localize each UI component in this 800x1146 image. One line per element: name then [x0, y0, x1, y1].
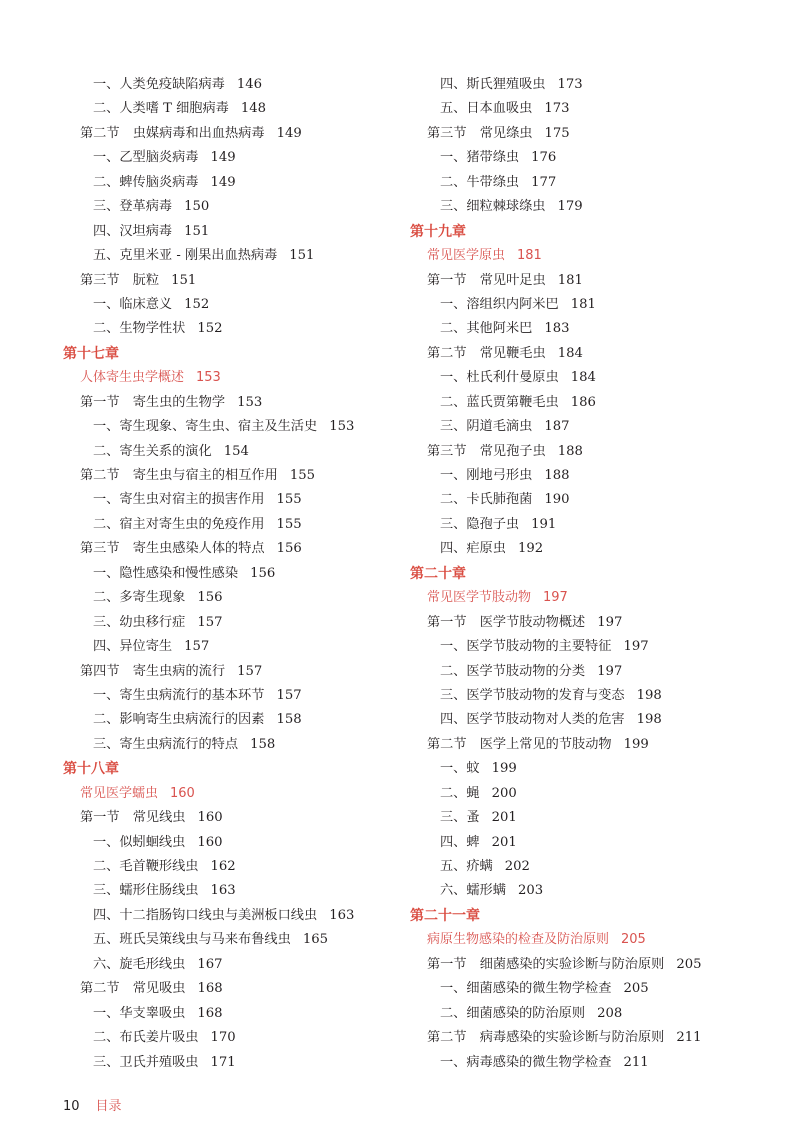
toc-entry-text: 第一节 细菌感染的实验诊断与防治原则: [427, 956, 665, 972]
toc-left-column: [63, 73, 393, 1075]
toc-section-entry[interactable]: [410, 1026, 750, 1050]
toc-entry-text: 一、杜氏利什曼原虫: [440, 370, 559, 386]
toc-item-entry[interactable]: [63, 415, 393, 439]
toc-entry-page: 150: [184, 199, 210, 215]
toc-entry-page: 153: [237, 394, 263, 410]
toc-entry-page: 211: [623, 1054, 649, 1070]
toc-item-entry[interactable]: [63, 879, 393, 903]
toc-entry-text: 二、多寄生现象: [93, 590, 186, 606]
toc-item-entry[interactable]: [410, 855, 750, 879]
toc-entry-text: 一、隐性感染和慢性感染: [93, 565, 239, 581]
toc-section-entry[interactable]: [63, 660, 393, 684]
toc-entry-page: 157: [184, 639, 210, 655]
toc-entry-text: 三、寄生虫病流行的特点: [93, 736, 239, 752]
toc-entry-page: 151: [289, 248, 315, 264]
toc-entry-page: 153: [329, 419, 355, 435]
toc-entry-page: 197: [543, 590, 568, 606]
toc-item-entry[interactable]: [63, 635, 393, 659]
toc-entry-text: 常见医学节肢动物: [427, 590, 532, 606]
toc-entry-text: 四、汉坦病毒: [93, 223, 173, 239]
toc-item-entry[interactable]: [63, 97, 393, 121]
toc-entry-text: 四、疟原虫: [440, 541, 506, 557]
toc-item-entry[interactable]: [410, 831, 750, 855]
toc-title-entry[interactable]: [410, 928, 750, 952]
toc-entry-page: 160: [197, 834, 223, 850]
toc-entry-page: 148: [240, 101, 267, 117]
toc-item-entry[interactable]: [410, 391, 750, 415]
toc-entry-text: 四、斯氏狸殖吸虫: [440, 77, 546, 92]
toc-item-entry[interactable]: [410, 977, 750, 1001]
toc-item-entry[interactable]: [63, 953, 393, 977]
toc-entry-page: 202: [504, 859, 530, 874]
toc-chapter-entry[interactable]: [410, 904, 750, 928]
toc-entry-text: 三、医学节肢动物的发育与变态: [440, 687, 625, 703]
toc-entry-page: 200: [491, 785, 517, 801]
toc-entry-text: 第三节 寄生虫感染人体的特点: [80, 541, 265, 557]
toc-item-entry[interactable]: [63, 562, 393, 586]
toc-entry-text: 二、毛首鞭形线虫: [93, 859, 199, 874]
toc-entry-page: 163: [210, 883, 236, 899]
toc-entry-text: 二、蜱传脑炎病毒: [93, 174, 199, 190]
toc-chapter-entry[interactable]: [410, 220, 750, 244]
toc-entry-text: 六、旋毛形线虫: [93, 956, 186, 972]
toc-entry-text: 二、寄生关系的演化: [93, 443, 212, 459]
toc-entry-page: 157: [197, 614, 223, 630]
toc-entry-text: 五、疥螨: [440, 859, 493, 874]
toc-entry-text: 一、似蚓蛔线虫: [93, 834, 186, 850]
toc-entry-text: 五、日本血吸虫: [440, 101, 533, 117]
toc-item-entry[interactable]: [63, 73, 393, 97]
toc-entry-text: 四、十二指肠钩口线虫与美洲板口线虫: [93, 907, 318, 923]
toc-entry-page: 155: [276, 492, 302, 508]
toc-entry-text: 第十九章: [410, 223, 466, 240]
toc-entry-page: 155: [289, 468, 315, 483]
toc-entry-text: 四、蜱: [440, 834, 480, 850]
toc-item-entry[interactable]: [63, 684, 393, 708]
toc-item-entry[interactable]: [410, 366, 750, 390]
toc-entry-text: 一、医学节肢动物的主要特征: [440, 639, 612, 655]
toc-entry-text: 人体寄生虫学概述: [80, 370, 185, 386]
toc-entry-page: 156: [276, 541, 302, 557]
toc-item-entry[interactable]: [63, 513, 393, 537]
toc-entry-text: 一、溶组织内阿米巴: [440, 296, 559, 312]
toc-chapter-entry[interactable]: [63, 342, 393, 366]
toc-item-entry[interactable]: [63, 904, 393, 928]
toc-item-entry[interactable]: [410, 782, 750, 806]
toc-entry-text: 五、班氏吴策线虫与马来布鲁线虫: [93, 932, 291, 948]
toc-entry-text: 二、卡氏肺孢菌: [440, 492, 533, 508]
toc-entry-page: 188: [557, 443, 583, 459]
toc-entry-page: 186: [570, 394, 596, 410]
toc-entry-page: 163: [329, 907, 355, 923]
toc-entry-text: 二、影响寄生虫病流行的因素: [93, 712, 265, 728]
toc-entry-text: 一、蚊: [440, 761, 480, 777]
toc-entry-page: 168: [197, 981, 223, 997]
toc-entry-page: 151: [171, 272, 197, 288]
toc-item-entry[interactable]: [63, 708, 393, 732]
toc-entry-page: 201: [491, 834, 517, 850]
toc-item-entry[interactable]: [63, 855, 393, 879]
toc-entry-page: 211: [676, 1030, 702, 1046]
toc-entry-page: 181: [557, 272, 583, 288]
toc-entry-page: 173: [557, 77, 583, 92]
toc-entry-text: 第二十章: [410, 565, 466, 582]
toc-entry-page: 198: [636, 687, 662, 703]
toc-item-entry[interactable]: [410, 97, 750, 121]
toc-entry-page: 154: [223, 443, 249, 459]
toc-item-entry[interactable]: [410, 464, 750, 488]
toc-entry-page: 160: [170, 785, 195, 801]
footer-label: 目录: [95, 1099, 122, 1114]
toc-entry-text: 三、登革病毒: [93, 199, 173, 215]
toc-entry-page: 201: [491, 810, 517, 826]
toc-entry-page: 158: [276, 712, 302, 728]
toc-item-entry[interactable]: [63, 317, 393, 341]
toc-entry-page: 197: [597, 614, 623, 630]
toc-entry-text: 一、寄生现象、寄生虫、宿主及生活史: [93, 419, 318, 435]
toc-item-entry[interactable]: [63, 293, 393, 317]
toc-chapter-entry[interactable]: [410, 562, 750, 586]
toc-entry-text: 二、细菌感染的防治原则: [440, 1005, 586, 1021]
toc-entry-page: 198: [636, 712, 662, 728]
toc-item-entry[interactable]: [63, 440, 393, 464]
toc-item-entry[interactable]: [63, 586, 393, 610]
toc-entry-text: 二、蝇: [440, 785, 480, 801]
toc-entry-page: 152: [197, 321, 223, 337]
toc-entry-page: 146: [236, 77, 263, 92]
footer-page-number: 10: [63, 1099, 80, 1114]
toc-entry-text: 第十七章: [63, 345, 119, 362]
toc-section-entry[interactable]: [410, 611, 750, 635]
toc-entry-text: 第三节 朊粒: [80, 272, 160, 288]
toc-entry-page: 157: [237, 663, 263, 679]
toc-item-entry[interactable]: [63, 171, 393, 195]
toc-entry-text: 二、牛带绦虫: [440, 174, 520, 190]
toc-entry-page: 156: [197, 590, 223, 606]
toc-item-entry[interactable]: [410, 537, 750, 561]
toc-item-entry[interactable]: [410, 684, 750, 708]
toc-entry-page: 171: [210, 1054, 236, 1070]
toc-item-entry[interactable]: [63, 220, 393, 244]
toc-section-entry[interactable]: [63, 537, 393, 561]
toc-entry-page: 208: [597, 1005, 623, 1021]
toc-item-entry[interactable]: [410, 1051, 750, 1075]
toc-entry-page: 179: [557, 199, 583, 215]
toc-entry-page: 197: [623, 639, 649, 655]
toc-item-entry[interactable]: [63, 1002, 393, 1026]
toc-entry-text: 常见医学原虫: [427, 248, 506, 264]
toc-item-entry[interactable]: [63, 244, 393, 268]
toc-entry-page: 155: [276, 516, 302, 532]
toc-entry-text: 二、医学节肢动物的分类: [440, 663, 586, 679]
toc-item-entry[interactable]: [63, 1051, 393, 1075]
toc-item-entry[interactable]: [63, 488, 393, 512]
toc-entry-text: 一、猪带绦虫: [440, 150, 520, 166]
toc-entry-text: 三、幼虫移行症: [93, 614, 186, 630]
toc-entry-text: 二、人类嗜 T 细胞病毒: [93, 101, 229, 117]
toc-entry-text: 三、卫氏并殖吸虫: [93, 1054, 199, 1070]
toc-item-entry[interactable]: [410, 1002, 750, 1026]
toc-entry-page: 158: [250, 736, 276, 752]
toc-title-entry[interactable]: [410, 586, 750, 610]
toc-entry-page: 177: [531, 174, 557, 190]
toc-entry-text: 一、寄生虫对宿主的损害作用: [93, 492, 265, 508]
toc-entry-page: 176: [531, 150, 557, 166]
toc-item-entry[interactable]: [63, 733, 393, 757]
toc-item-entry[interactable]: [63, 195, 393, 219]
toc-entry-page: 149: [210, 174, 236, 190]
toc-entry-page: 181: [570, 296, 596, 312]
toc-entry-page: 162: [210, 859, 236, 874]
toc-entry-text: 三、蚤: [440, 810, 480, 826]
toc-entry-page: 183: [544, 321, 570, 337]
toc-entry-page: 153: [196, 370, 221, 386]
toc-entry-page: 175: [544, 125, 570, 141]
toc-entry-page: 165: [302, 932, 328, 948]
toc-entry-text: 第一节 医学节肢动物概述: [427, 614, 586, 630]
toc-entry-text: 三、隐孢子虫: [440, 516, 520, 532]
toc-entry-text: 一、华支睾吸虫: [93, 1005, 186, 1021]
toc-entry-text: 一、人类免疫缺陷病毒: [93, 77, 225, 92]
toc-item-entry[interactable]: [410, 806, 750, 830]
toc-section-entry[interactable]: [410, 440, 750, 464]
toc-item-entry[interactable]: [63, 928, 393, 952]
toc-item-entry[interactable]: [410, 488, 750, 512]
toc-entry-page: 199: [623, 736, 649, 752]
toc-item-entry[interactable]: [410, 73, 750, 97]
toc-item-entry[interactable]: [63, 1026, 393, 1050]
toc-entry-text: 一、病毒感染的微生物学检查: [440, 1054, 612, 1070]
toc-item-entry[interactable]: [410, 708, 750, 732]
toc-entry-page: 151: [184, 223, 210, 239]
toc-entry-text: 第四节 寄生虫病的流行: [80, 663, 226, 679]
toc-entry-text: 六、蠕形螨: [440, 883, 506, 899]
toc-entry-page: 187: [544, 419, 570, 435]
toc-entry-text: 第二节 医学上常见的节肢动物: [427, 736, 612, 752]
toc-entry-text: 三、蠕形住肠线虫: [93, 883, 199, 899]
toc-entry-text: 第一节 常见叶足虫: [427, 272, 546, 288]
toc-entry-page: 190: [544, 492, 570, 508]
toc-entry-text: 第二节 寄生虫与宿主的相互作用: [80, 468, 278, 483]
toc-entry-text: 第二节 常见吸虫: [80, 981, 186, 997]
toc-item-entry[interactable]: [410, 879, 750, 903]
toc-item-entry[interactable]: [410, 171, 750, 195]
toc-item-entry[interactable]: [410, 195, 750, 219]
toc-section-entry[interactable]: [63, 122, 393, 146]
toc-section-entry[interactable]: [63, 269, 393, 293]
toc-entry-page: 199: [491, 761, 517, 777]
toc-right-column: [410, 73, 750, 1075]
toc-entry-text: 二、宿主对寄生虫的免疫作用: [93, 516, 265, 532]
toc-entry-text: 二、蓝氏贾第鞭毛虫: [440, 394, 559, 410]
toc-item-entry[interactable]: [63, 831, 393, 855]
toc-item-entry[interactable]: [410, 513, 750, 537]
toc-entry-text: 二、生物学性状: [93, 321, 186, 337]
toc-entry-text: 四、异位寄生: [93, 639, 173, 655]
toc-entry-text: 常见医学蠕虫: [80, 785, 159, 801]
toc-entry-page: 152: [184, 296, 210, 312]
toc-entry-text: 病原生物感染的检查及防治原则: [427, 932, 610, 948]
toc-entry-text: 一、寄生虫病流行的基本环节: [93, 687, 265, 703]
toc-entry-text: 二、布氏姜片吸虫: [93, 1030, 199, 1046]
toc-entry-text: 四、医学节肢动物对人类的危害: [440, 712, 625, 728]
toc-section-entry[interactable]: [410, 953, 750, 977]
toc-entry-page: 197: [597, 663, 623, 679]
toc-item-entry[interactable]: [410, 660, 750, 684]
toc-title-entry[interactable]: [410, 244, 750, 268]
toc-title-entry[interactable]: [63, 366, 393, 390]
toc-section-entry[interactable]: [410, 733, 750, 757]
toc-entry-page: 205: [676, 956, 702, 972]
toc-entry-text: 二、其他阿米巴: [440, 321, 533, 337]
toc-entry-page: 173: [544, 101, 570, 117]
toc-entry-text: 第三节 常见绦虫: [427, 125, 533, 141]
toc-chapter-entry[interactable]: [63, 757, 393, 781]
toc-entry-text: 一、细菌感染的微生物学检查: [440, 981, 612, 997]
toc-item-entry[interactable]: [410, 293, 750, 317]
toc-entry-text: 第三节 常见孢子虫: [427, 443, 546, 459]
toc-item-entry[interactable]: [410, 415, 750, 439]
toc-entry-text: 三、阴道毛滴虫: [440, 419, 533, 435]
toc-entry-text: 第二节 病毒感染的实验诊断与防治原则: [427, 1030, 665, 1046]
toc-entry-page: 149: [210, 150, 236, 166]
toc-entry-text: 第十八章: [63, 761, 119, 778]
toc-section-entry[interactable]: [63, 391, 393, 415]
toc-entry-text: 第二节 虫媒病毒和出血热病毒: [80, 125, 265, 141]
toc-item-entry[interactable]: [410, 757, 750, 781]
toc-item-entry[interactable]: [410, 146, 750, 170]
toc-entry-page: 157: [276, 687, 302, 703]
toc-entry-page: 203: [517, 883, 544, 899]
page-footer: [63, 1097, 122, 1117]
toc-section-entry[interactable]: [63, 977, 393, 1001]
toc-entry-text: 一、乙型脑炎病毒: [93, 150, 199, 166]
toc-item-entry[interactable]: [63, 146, 393, 170]
toc-entry-page: 188: [544, 468, 570, 483]
toc-section-entry[interactable]: [410, 269, 750, 293]
toc-entry-text: 五、克里米亚 - 刚果出血热病毒: [93, 248, 278, 264]
toc-entry-page: 184: [557, 345, 583, 361]
toc-section-entry[interactable]: [63, 806, 393, 830]
toc-entry-page: 205: [621, 932, 646, 948]
toc-title-entry[interactable]: [63, 782, 393, 806]
toc-entry-page: 156: [250, 565, 276, 581]
toc-entry-page: 149: [276, 125, 302, 141]
toc-entry-page: 170: [210, 1030, 236, 1046]
toc-entry-page: 160: [197, 810, 223, 826]
toc-entry-page: 191: [531, 516, 557, 532]
toc-entry-text: 一、刚地弓形虫: [440, 468, 533, 483]
toc-entry-page: 167: [197, 956, 223, 972]
toc-entry-page: 168: [197, 1005, 223, 1021]
toc-entry-text: 第一节 寄生虫的生物学: [80, 394, 226, 410]
toc-entry-text: 第一节 常见线虫: [80, 810, 186, 826]
toc-section-entry[interactable]: [410, 122, 750, 146]
toc-entry-page: 184: [570, 370, 596, 386]
toc-entry-text: 三、细粒棘球绦虫: [440, 199, 546, 215]
toc-section-entry[interactable]: [410, 342, 750, 366]
toc-section-entry[interactable]: [63, 464, 393, 488]
toc-entry-text: 一、临床意义: [93, 296, 173, 312]
toc-item-entry[interactable]: [63, 611, 393, 635]
toc-item-entry[interactable]: [410, 317, 750, 341]
toc-entry-page: 181: [517, 248, 542, 264]
toc-entry-text: 第二节 常见鞭毛虫: [427, 345, 546, 361]
toc-entry-page: 192: [517, 541, 544, 557]
toc-entry-page: 205: [623, 981, 649, 997]
toc-item-entry[interactable]: [410, 635, 750, 659]
toc-entry-text: 第二十一章: [410, 907, 480, 924]
